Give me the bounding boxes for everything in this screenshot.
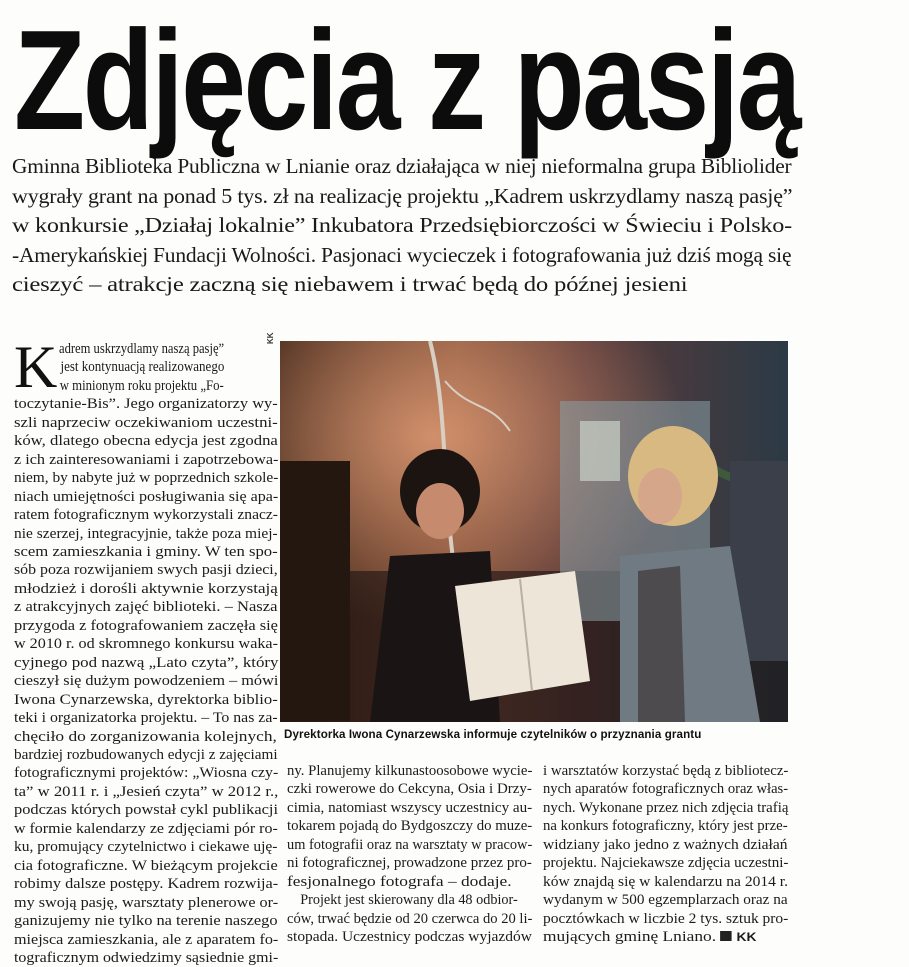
body-line: stopada. Uczestnicy podczas wyjazdów xyxy=(287,929,532,946)
headline: Zdjęcia z pasją xyxy=(14,1,800,160)
body-line: cyjnego pod nazwą „Lato czyta”, który xyxy=(14,654,279,671)
body-line: ni fotograficznej, prowadzone przez pro- xyxy=(287,855,532,872)
body-line: sób poza rozwijaniem swych pasji dzieci, xyxy=(14,562,278,579)
body-line: z ich zainteresowaniami i zapotrzebowa- xyxy=(14,451,279,468)
body-line: Iwona Cynarzewska, dyrektorka biblio- xyxy=(14,691,278,708)
body-line: jest kontynuacją realizowanego xyxy=(60,359,225,376)
body-line: szli naprzeciw oczekiwaniom uczestni- xyxy=(14,414,278,431)
body-text: mujących gminę Lniano. xyxy=(543,929,717,946)
photo-illustration xyxy=(280,341,788,722)
body-column-3 xyxy=(543,762,788,947)
lead-line: Gminna Biblioteka Publiczna w Lnianie oraz działająca w niej nieformalna grupa Bibliolider xyxy=(12,154,792,178)
body-line: ny. Planujemy kilkunastoosobowe wycie- xyxy=(287,763,533,779)
body-line: projektu. Najciekawsze zdjęcia uczestni- xyxy=(543,855,789,872)
body-line: my swoją pasję, warsztaty plenerowe or- xyxy=(14,894,279,911)
body-line: ratem fotograficznym wykorzystali znacz- xyxy=(14,507,279,524)
article-photo xyxy=(280,341,788,722)
body-line: przygoda z fotografowaniem zaczęła się xyxy=(14,617,278,634)
body-line: ku, promujący czytelnictwo i ciekawe uję- xyxy=(14,839,278,856)
body-line: wydanym w 500 egzemplarzach oraz na xyxy=(543,892,788,909)
body-line: na konkurs fotograficzny, który jest prze- xyxy=(543,818,788,835)
body-line: tokarem pojadą do Bydgoszczy do muze- xyxy=(287,818,533,835)
body-line: i warsztatów korzystać będą z bibliotecz- xyxy=(543,763,789,779)
body-line: adrem uskrzydlamy naszą pasję” xyxy=(58,341,225,357)
body-line: cieszył się dużym powodzeniem – mówi xyxy=(14,673,279,690)
body-line: robimy dalsze postępy. Kadrem rozwija- xyxy=(14,876,279,893)
end-square-icon xyxy=(721,931,733,941)
body-line: nych. Wykonane przez nich zdjęcia trafią xyxy=(543,799,789,816)
body-line: pocztówkach w liczbie 2 tys. sztuk pro- xyxy=(543,910,789,927)
body-line: ganizujemy nie tylko na terenie naszego xyxy=(14,913,278,930)
body-line: cia fotograficzne. W bieżącym projekcie xyxy=(14,857,278,874)
body-line: niach umiejętności posługiwania się apa- xyxy=(14,488,279,505)
body-line: niem, by nabyte już w poprzednich szkole- xyxy=(14,470,279,487)
lead-line: w konkursie „Działaj lokalnie” Inkubatora Przedsiębiorczości w Świeciu i Polsko- xyxy=(12,213,792,237)
body-line: z atrakcyjnych zajęć biblioteki. – Nasza xyxy=(14,599,278,616)
body-line: czki rowerowe do Cekcyna, Osia i Drzy- xyxy=(287,781,532,798)
body-line: ców, trwać będzie od 20 czerwca do 20 li- xyxy=(287,910,533,927)
body-line: um fotografii oraz na warsztaty w pracow- xyxy=(287,836,533,853)
body-line: fesjonalnego fotografa – dodaje. xyxy=(287,873,512,890)
body-line-last xyxy=(543,928,825,946)
lead-line: wygrały grant na ponad 5 tys. zł na realizację projektu „Kadrem uskrzydlamy naszą pasję” xyxy=(12,183,793,208)
body-line: widziany jako jedno z ważnych działań xyxy=(543,836,788,853)
body-line: chęciło do zorganizowania kolejnych, xyxy=(14,728,277,745)
body-line: scem zamieszkania i gminy. W ten spo- xyxy=(14,543,278,560)
body-line: nie szerzej, integracyjnie, także poza miej- xyxy=(14,525,278,542)
body-line: podczas których powstał cykl publikacji xyxy=(14,802,279,819)
body-line: toczytanie-Bis”. Jego organizatorzy wy- xyxy=(14,396,278,413)
body-line: ków, dlatego obecna edycja jest zgodna xyxy=(14,433,278,450)
body-line: tograficznym odwiedzimy sąsiednie gmi- xyxy=(14,949,279,966)
body-line: nych aparatów fotograficznych oraz włas- xyxy=(543,781,789,798)
body-line: cimia, natomiast wszyscy uczestnicy au- xyxy=(287,799,533,816)
photo-credit: KK xyxy=(266,332,275,344)
body-line: w minionym roku projektu „Fo- xyxy=(59,377,224,394)
body-column-2 xyxy=(287,762,532,947)
lead-paragraph xyxy=(12,152,792,300)
lead-line: -Amerykańskiej Fundacji Wolności. Pasjonaci wycieczek i fotografowania już dziś mogą się xyxy=(12,242,792,267)
body-line: teki i organizatorka projektu. – To nas za- xyxy=(14,710,278,727)
photo-caption: Dyrektorka Iwona Cynarzewska informuje czytelników o przyznania grantu xyxy=(284,728,702,741)
body-line: młodzież i dorośli aktywnie korzystają xyxy=(14,580,278,597)
body-line: w 2010 r. od skromnego konkursu waka- xyxy=(14,636,278,653)
lead-line: cieszyć – atrakcje zaczną się niebawem i trwać będą do późnej jesieni xyxy=(12,272,688,296)
drop-cap: K xyxy=(14,334,58,400)
body-line: Projekt jest skierowany dla 48 odbior- xyxy=(300,892,518,909)
body-line: ków znajdą się w kalendarzu na 2014 r. xyxy=(543,873,788,890)
body-line: miejsca zamieszkania, ale z aparatem fo- xyxy=(14,931,279,948)
author-signature: KK xyxy=(736,930,757,945)
body-line: bardziej rozbudowanych edycji z zajęciami xyxy=(14,746,278,763)
body-line: w formie kalendarzy ze zdjęciami pór ro- xyxy=(14,820,278,837)
body-line: fotograficznymi projektów: „Wiosna czy- xyxy=(14,765,279,782)
body-line: ta” w 2011 r. i „Jesień czyta” w 2012 r., xyxy=(14,783,279,800)
